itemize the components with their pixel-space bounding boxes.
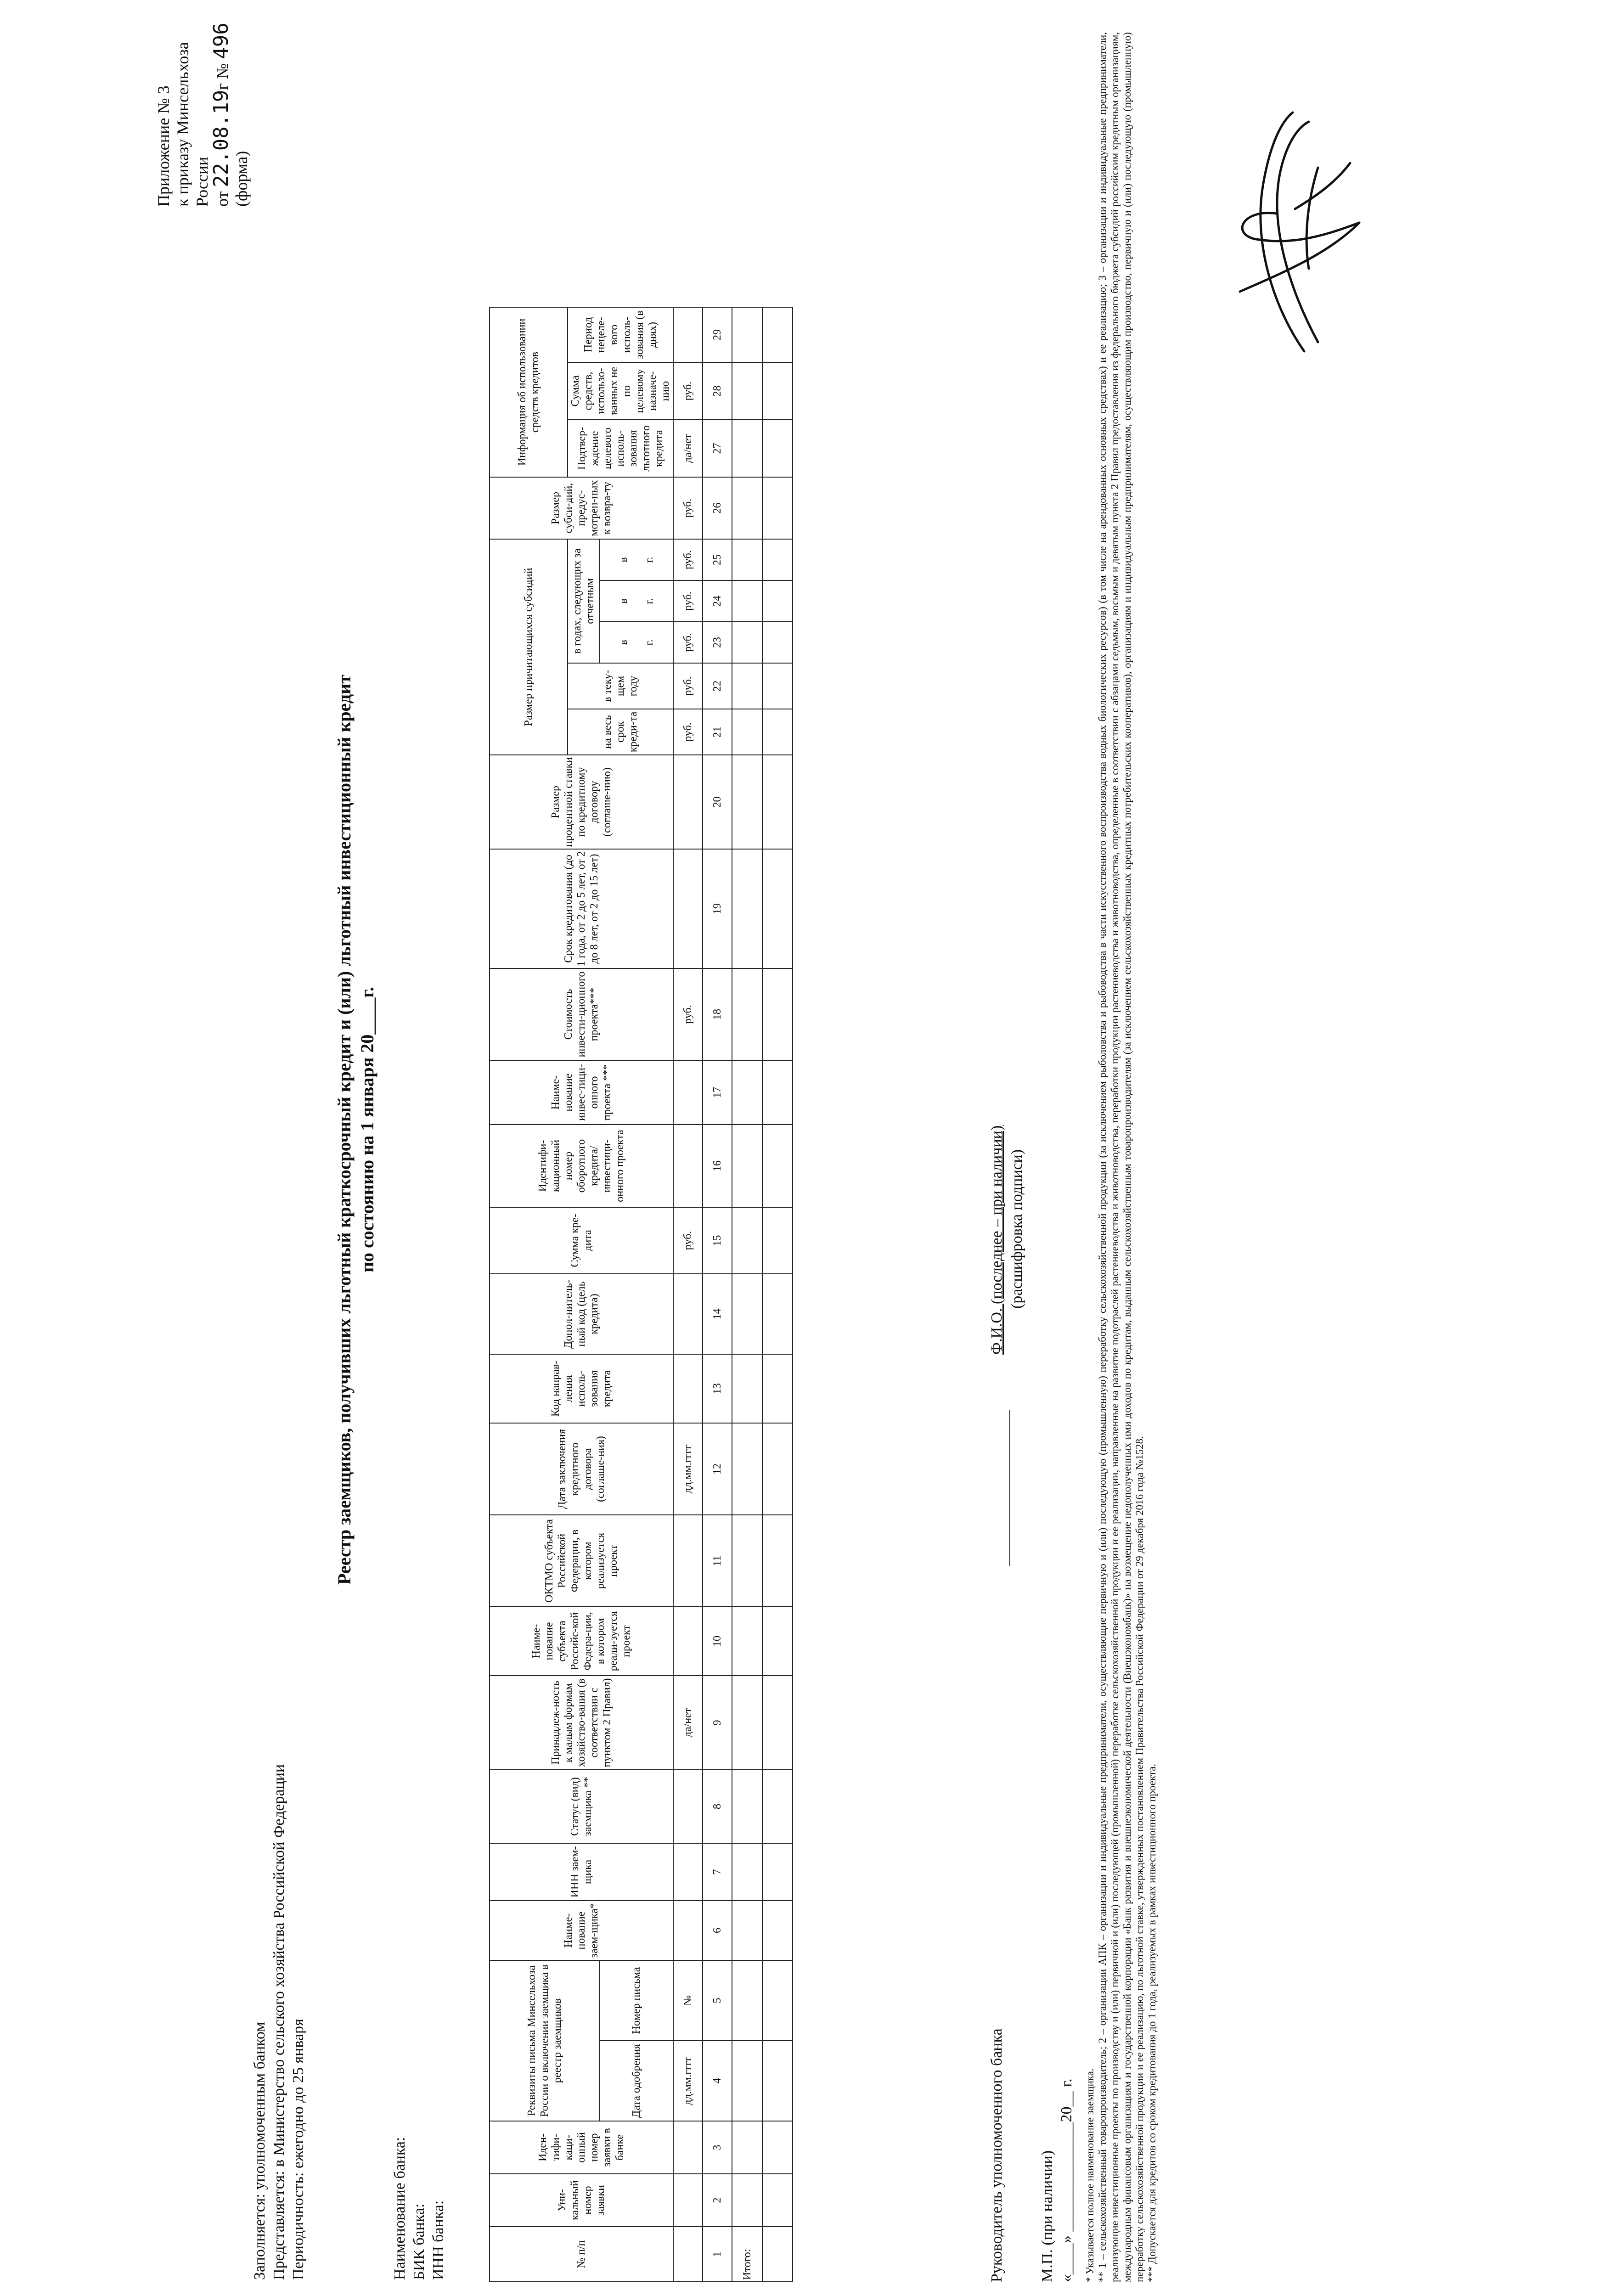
table-cell <box>732 2121 762 2174</box>
appendix-form-label: (форма) <box>232 151 251 207</box>
table-cell <box>732 1960 762 2041</box>
header-letter-number: Номер письма <box>600 1960 673 2041</box>
unit-cell <box>673 755 703 849</box>
header-credit-sum: Сумма кре-дита <box>490 1207 673 1274</box>
appendix-year-suffix: г <box>213 83 231 90</box>
table-cell <box>762 1901 793 1960</box>
unit-cell: да/нет <box>673 1676 703 1770</box>
unit-cell: руб. <box>673 539 703 580</box>
bank-name-label: Наименование банка: <box>391 2137 408 2280</box>
table-cell <box>762 1125 793 1207</box>
document-title <box>333 280 379 1979</box>
table-cell <box>762 1060 793 1125</box>
table-cell <box>762 2227 793 2282</box>
column-number: 13 <box>703 1354 732 1423</box>
table-cell <box>732 1676 762 1770</box>
appendix-from: от <box>213 191 231 207</box>
header-misuse-sum: Сумма средств, использо-ванных не по целевому назначе-нию <box>568 362 673 420</box>
table-cell <box>732 2041 762 2121</box>
table-cell <box>762 2174 793 2227</box>
table-cell <box>732 307 762 362</box>
header-letter-requisites: Реквизиты письма Минсельхоза России о включении заемщика в реестр заемщиков <box>490 1960 600 2121</box>
table-cell <box>762 1960 793 2041</box>
header-subsidy-future: в годах, следующих за отчетным <box>568 539 600 663</box>
column-number: 8 <box>703 1770 732 1843</box>
header-borrower-status: Статус (вид) заемщика ** <box>490 1770 673 1843</box>
signature-decode-label: (расшифровка подписи) <box>1008 1149 1025 1309</box>
table-cell <box>762 709 793 755</box>
table-cell <box>732 1354 762 1423</box>
column-number: 26 <box>703 477 732 539</box>
header-project-cost: Стоимость инвести-ционного проекта*** <box>490 968 673 1060</box>
stamp-label: М.П. (при наличии) <box>1039 2150 1056 2282</box>
date-line: «____» ______________20__ г. <box>1058 2078 1075 2282</box>
header-additional-code: Допол-нитель-ный код (цель кредита) <box>490 1274 673 1354</box>
table-cell <box>762 1423 793 1515</box>
column-number: 28 <box>703 362 732 420</box>
footnote-1: * Указывается полное наименование заемщика. <box>1084 2068 1096 2282</box>
header-ident-number: Иден-тифи-каци-онный номер заявки в банке <box>490 2121 673 2174</box>
empty-row <box>762 307 793 2282</box>
unit-cell <box>673 1060 703 1125</box>
table-cell <box>762 1515 793 1607</box>
header-small-business: Принадлеж-ность к малым формам хозяйство-вания (в соответствии с пунктом 2 Правил) <box>490 1676 673 1770</box>
unit-cell: руб. <box>673 477 703 539</box>
future-year-3-in: в <box>618 557 630 563</box>
filled-by: Заполняется: уполномоченным банком <box>251 2022 268 2280</box>
future-year-3-year: г. <box>643 557 655 563</box>
header-subsidy-refund: Размер субси-дий, предус-мотрен-ных к возвра-ту <box>490 477 673 539</box>
unit-cell <box>673 849 703 968</box>
column-number: 21 <box>703 709 732 755</box>
column-number: 24 <box>703 580 732 622</box>
table-cell <box>732 849 762 968</box>
column-number: 17 <box>703 1060 732 1125</box>
table-cell <box>732 755 762 849</box>
footnote-2: ** 1 – сельскохозяйственный товаропроизводитель; 2 – организации АПК – организации и индивидуальные предприниматели, осуществляющие первичную и (или) последующую (промышленную) переработку сельскохозяйственной продукции (за исключением рыболовства и рыбоводства в части искусственного воспроизводства водных биологических ресурсов) (в том числе на арендованных основных средствах) и ее реализацию; 3 – организации и индивидуальные предприниматели, реализующие инвестиционные проекты по производству и (или) первичной и (или) последующей (промышленной) переработке сельскохозяйственной продукции и ее реализации, направленные на развитие подотраслей растениеводства и животноводства, переработки продукции растениеводства и животноводства, определенные в соответствии с абзацами седьмым, восьмым и девятым пункта 2 Правил предоставления из федерального бюджета субсидий российским кредитным организациям, международным финансовым организациям и государственной корпорации «Банк развития и внешнеэкономической деятельности (Внешэкономбанк)» на возмещение недополученных ими доходов по кредитам, выданным сельскохозяйственным товаропроизводителям (за исключением сельскохозяйственных кредитных потребительских кооперативов), организациям и индивидуальным предпринимателям, осуществляющим производство, первичную и (или) последующую (промышленную) переработку сельскохозяйственной продукции и ее реализацию, по льготной ставке, утвержденных постановлением Правительства Российской Федерации от 29 декабря 2016 года №1528. <box>1097 32 1145 2282</box>
title-line-2: по состоянию на 1 января 20____г. <box>357 986 377 1273</box>
table-cell <box>732 2174 762 2227</box>
table-cell <box>762 1843 793 1901</box>
table-cell <box>762 755 793 849</box>
table-cell <box>732 1274 762 1354</box>
future-year-1-in: в <box>618 640 630 645</box>
units-row <box>673 307 703 2282</box>
unit-cell: руб. <box>673 968 703 1060</box>
table-cell <box>732 709 762 755</box>
unit-cell: руб. <box>673 709 703 755</box>
appendix-line-1: Приложение № 3 <box>154 85 173 207</box>
table-cell <box>762 580 793 622</box>
unit-cell <box>673 1901 703 1960</box>
table-cell <box>732 539 762 580</box>
header-direction-code: Код направ-ления исполь-зования кредита <box>490 1354 673 1423</box>
column-number: 22 <box>703 663 732 709</box>
table-cell <box>762 968 793 1060</box>
column-number: 4 <box>703 2041 732 2121</box>
table-cell <box>732 968 762 1060</box>
table-cell <box>732 362 762 420</box>
unit-cell: руб. <box>673 663 703 709</box>
table-cell <box>762 1274 793 1354</box>
handwritten-signature-icon <box>1212 103 1378 360</box>
table-cell <box>732 420 762 477</box>
appendix-number-sign: № <box>213 63 231 79</box>
column-number: 15 <box>703 1207 732 1274</box>
unit-cell <box>673 1770 703 1843</box>
header-project-id: Идентифи-кационный номер оборотного кредита/ инвестици-онного проекта <box>490 1125 673 1207</box>
column-number: 25 <box>703 539 732 580</box>
table-cell <box>762 1607 793 1676</box>
header-subsidy-current: в теку-щем году <box>568 663 673 709</box>
header-region-name: Наиме-нование субъекта Российс-кой Федера-ции, в котором реали-зуется проект <box>490 1607 673 1676</box>
table-cell <box>732 1060 762 1125</box>
header-pp: № п/п <box>490 2227 673 2282</box>
table-cell <box>732 1901 762 1960</box>
table-cell <box>762 477 793 539</box>
column-number: 10 <box>703 1607 732 1676</box>
bank-bik-label: БИК банка: <box>411 2203 428 2280</box>
bank-block <box>390 2137 448 2280</box>
unit-cell: руб. <box>673 580 703 622</box>
unit-cell <box>673 1354 703 1423</box>
unit-cell <box>673 1125 703 1207</box>
column-number: 14 <box>703 1274 732 1354</box>
header-project-name: Наиме-нование инвес-тици-онного проекта *** <box>490 1060 673 1125</box>
future-year-2-in: в <box>618 598 630 604</box>
fio-label: Ф.И.О. (последнее – при наличии) <box>988 1125 1005 1355</box>
table-cell <box>732 1125 762 1207</box>
header-oktmo: ОКТМО субъекта Российской Федерации, в котором реализуется проект <box>490 1515 673 1607</box>
unit-cell <box>673 1515 703 1607</box>
table-cell <box>762 420 793 477</box>
header-unique-number: Уни-кальный номер заявки <box>490 2174 673 2227</box>
column-number: 7 <box>703 1843 732 1901</box>
table-cell <box>732 477 762 539</box>
table-cell <box>762 849 793 968</box>
header-future-year-3 <box>600 539 673 580</box>
unit-cell <box>673 1843 703 1901</box>
table-cell <box>762 1354 793 1423</box>
table-cell <box>732 1207 762 1274</box>
column-number: 1 <box>703 2227 732 2282</box>
header-interest-rate: Размер процентной ставки по кредитному договору (соглаше-нию) <box>490 755 673 849</box>
unit-cell <box>673 2174 703 2227</box>
column-number: 11 <box>703 1515 732 1607</box>
bank-head-label: Руководитель уполномоченного банка <box>988 2028 1005 2282</box>
table-cell <box>732 580 762 622</box>
unit-cell <box>673 2227 703 2282</box>
unit-cell: руб. <box>673 1207 703 1274</box>
table-cell <box>732 622 762 663</box>
form-meta-block <box>250 1764 308 2280</box>
table-cell <box>762 663 793 709</box>
signature-line <box>994 1410 1010 1566</box>
title-line-1: Реестр заемщиков, получивших льготный краткосрочный кредит и (или) льготный инвестиционный кредит <box>334 675 355 1585</box>
header-future-year-1 <box>600 622 673 663</box>
column-number: 12 <box>703 1423 732 1515</box>
registry-table <box>489 307 793 2282</box>
appendix-line-2: к приказу Минсельхоза России <box>174 42 211 207</box>
table-cell <box>762 1770 793 1843</box>
table-cell <box>762 539 793 580</box>
unit-cell <box>673 2121 703 2174</box>
header-usage-confirm: Подтвер-ждение целевого исполь-зования льготного кредита <box>568 420 673 477</box>
unit-cell: да/нет <box>673 420 703 477</box>
column-number: 9 <box>703 1676 732 1770</box>
total-label: Итого: <box>732 2227 762 2282</box>
submitted-to: Представляется: в Министерство сельского хозяйства Российской Федерации <box>270 1764 287 2280</box>
periodicity: Периодичность: ежегодно до 25 января <box>290 2019 307 2280</box>
column-number: 29 <box>703 307 732 362</box>
header-usage-info: Информация об использовании средств кредитов <box>490 307 568 477</box>
table-cell <box>732 1770 762 1843</box>
column-number: 20 <box>703 755 732 849</box>
table-cell <box>732 1515 762 1607</box>
header-misuse-period: Период нецеле-вого исполь-зования (в днях) <box>568 307 673 362</box>
column-number: 3 <box>703 2121 732 2174</box>
column-number: 19 <box>703 849 732 968</box>
header-subsidy-total: на весь срок креди-та <box>568 709 673 755</box>
bank-inn-label: ИНН банка: <box>430 2200 447 2280</box>
column-number: 23 <box>703 622 732 663</box>
column-number: 18 <box>703 968 732 1060</box>
unit-cell: руб. <box>673 362 703 420</box>
column-number: 16 <box>703 1125 732 1207</box>
table-cell <box>732 663 762 709</box>
appendix-block <box>154 0 251 207</box>
table-cell <box>732 1423 762 1515</box>
table-cell <box>762 1676 793 1770</box>
unit-cell: № <box>673 1960 703 2041</box>
table-cell <box>762 2041 793 2121</box>
unit-cell <box>673 307 703 362</box>
unit-cell <box>673 1274 703 1354</box>
unit-cell <box>673 1607 703 1676</box>
appendix-number: 496 <box>209 23 233 59</box>
column-numbers-row <box>703 307 732 2282</box>
total-row <box>732 307 762 2282</box>
table-cell <box>762 2121 793 2174</box>
table-cell <box>732 1607 762 1676</box>
appendix-date: 22.08.19 <box>209 90 233 187</box>
footnote-3: *** Допускается для кредитов со сроком кредитования до 1 года, реализуемых в рамках инвестиционного проекта. <box>1146 1763 1158 2282</box>
table-cell <box>762 622 793 663</box>
footnotes <box>1084 32 1158 2282</box>
future-year-1-year: г. <box>643 639 655 646</box>
column-number: 5 <box>703 1960 732 2041</box>
column-number: 2 <box>703 2174 732 2227</box>
header-borrower-inn: ИНН заем-щика <box>490 1843 673 1901</box>
header-letter-date: Дата одобрения <box>600 2041 673 2121</box>
future-year-2-year: г. <box>643 598 655 604</box>
table-cell <box>762 362 793 420</box>
appendix-line-3 <box>209 0 233 207</box>
table-cell <box>732 1843 762 1901</box>
column-number: 27 <box>703 420 732 477</box>
header-credit-term: Срок кредитования (до 1 года, от 2 до 5 лет, от 2 до 8 лет, от 2 до 15 лет) <box>490 849 673 968</box>
unit-cell: дд.мм.гггг <box>673 2041 703 2121</box>
column-number: 6 <box>703 1901 732 1960</box>
header-subsidy: Размер причитающихся субсидий <box>490 539 568 755</box>
header-future-year-2 <box>600 580 673 622</box>
table-cell <box>762 307 793 362</box>
header-contract-date: Дата заключения кредитного договора (соглаше-ния) <box>490 1423 673 1515</box>
unit-cell: руб. <box>673 622 703 663</box>
unit-cell: дд.мм.гггг <box>673 1423 703 1515</box>
header-borrower-name: Наиме-нование заем-щика* <box>490 1901 673 1960</box>
table-cell <box>762 1207 793 1274</box>
